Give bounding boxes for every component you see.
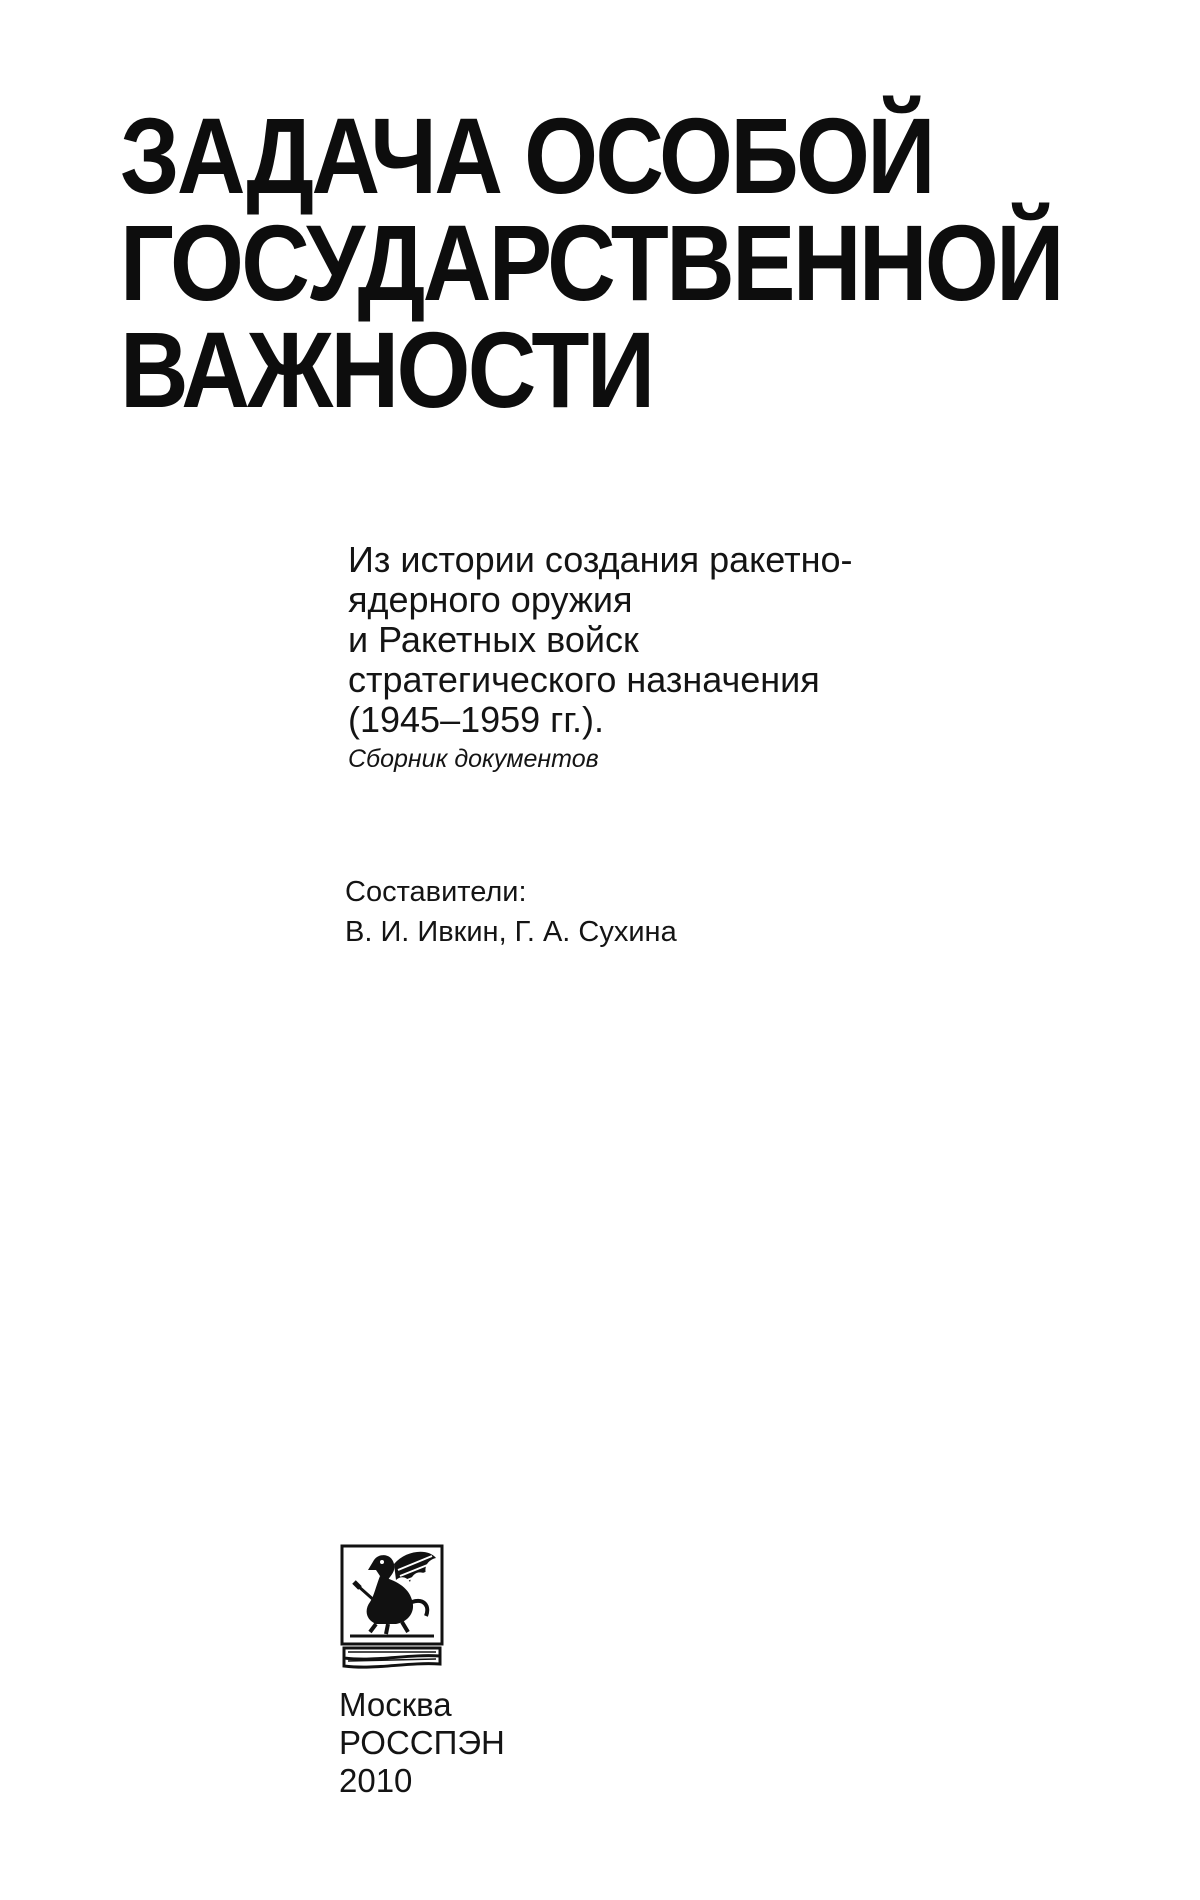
- compilers-names: В. И. Ивкин, Г. А. Сухина: [345, 916, 677, 948]
- book-title: [120, 95, 1062, 430]
- imprint-block: [339, 1686, 505, 1800]
- griffin-on-book-logo-icon: [336, 1540, 448, 1672]
- subtitle-block: [348, 540, 1048, 774]
- subtitle-line-2: ядерного оружия: [348, 579, 633, 620]
- compilers-block: [345, 872, 677, 952]
- publication-type: Сборник документов: [348, 745, 599, 773]
- subtitle-line-5: (1945–1959 гг.).: [348, 699, 605, 740]
- publication-year: 2010: [339, 1762, 413, 1799]
- subtitle-line-3: и Ракетных войск: [348, 619, 639, 660]
- book-title-line-3: ВАЖНОСТИ: [120, 309, 653, 430]
- subtitle-line-1: Из истории создания ракетно-: [348, 539, 853, 580]
- publication-city: Москва: [339, 1686, 452, 1723]
- book-title-line-1: ЗАДАЧА ОСОБОЙ: [120, 95, 933, 216]
- subtitle-line-4: стратегического назначения: [348, 659, 820, 700]
- compilers-label: Составители:: [345, 876, 527, 908]
- publisher-name: РОССПЭН: [339, 1724, 505, 1761]
- book-title-line-2: ГОСУДАРСТВЕННОЙ: [120, 202, 1062, 323]
